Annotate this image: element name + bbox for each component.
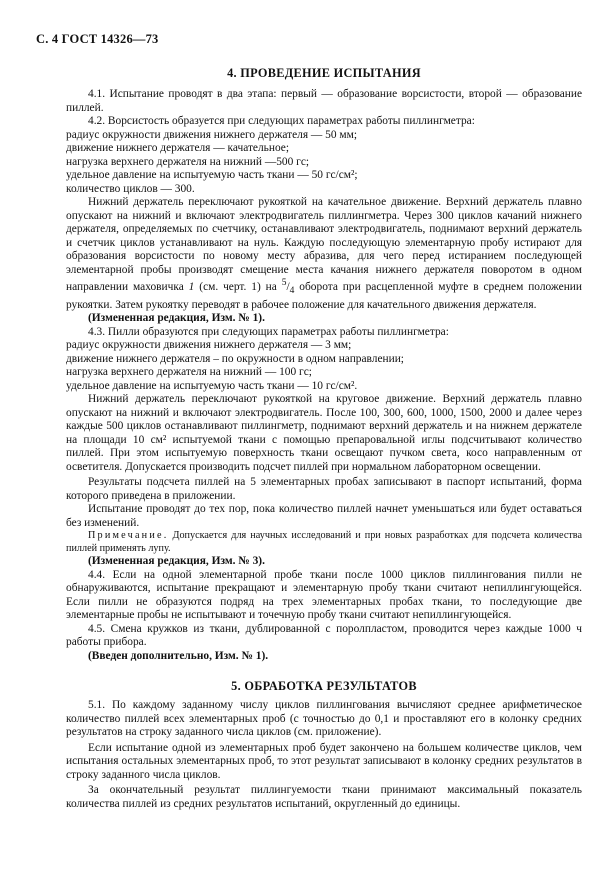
param-line: нагрузка верхнего держателя на нижний —500 гс; bbox=[66, 155, 310, 168]
clause-4-2-body-c: оборота при расцепленной муфте в среднем положении рукоятки. Затем рукоятку переводят в рабочее положение для качательного движения держателя. bbox=[66, 280, 582, 311]
clause-5-1: 5.1. По каждому заданному числу циклов пиллингования вычисляют среднее арифметическое количество пиллей всех элементарных проб (с точностью до 0,1 и проставляют его в колонку средних результатов на строку заданного числа циклов (см. приложение). bbox=[66, 699, 582, 739]
fraction-denominator: 4 bbox=[289, 286, 295, 297]
clause-4-2-intro: 4.2. Ворсистость образуется при следующих параметрах работы пиллингметра: bbox=[88, 115, 475, 127]
param-line: нагрузка верхнего держателя на нижний — 100 гс; bbox=[66, 366, 312, 379]
edition-note: (Измененная редакция, Изм. № 1). bbox=[88, 312, 265, 325]
clause-4-3-continue: Испытание проводят до тех пор, пока количество пиллей начнет уменьшаться или будет оставаться без изменений. bbox=[66, 503, 582, 529]
clause-4-3-results: Результаты подсчета пиллей на 5 элементарных пробах записывают в паспорт испытаний, форма которого приведена в приложении. bbox=[66, 476, 582, 502]
clause-5-1-b: Если испытание одной из элементарных проб будет закончено на большем количестве циклов, чем испытания остальных элементарных проб, то этот результат записывают в колонку средних результатов в строку заданного числа циклов. bbox=[66, 741, 582, 781]
param-line: удельное давление на испытуемую часть ткани — 50 гс/см²; bbox=[66, 169, 358, 181]
param-line: движение нижнего держателя — качательное; bbox=[66, 142, 290, 154]
clause-4-2-body-a: Нижний держатель переключают рукояткой на качательное движение. Верхний держатель плавно опускают на нижний и включают электродвигатель пиллингметра. Через 300 циклов качаний нижнего держателя, определяемых по счетчику, останавливают электродвигатель, поднимают верхний держатель и счетчик циклов устанавливают на нуль. Каждую последующую элементарную пробу истирают для образования ворсистости по новому месту абразива, для чего перед истиранием последующей элементарной пробы производят смещение места качания нижнего держателя поворотом в одном направлении маховичка bbox=[66, 196, 582, 293]
param-line: радиус окружности движения нижнего держателя — 3 мм; bbox=[66, 339, 352, 352]
edition-note: (Измененная редакция, Изм. № 3). bbox=[88, 555, 265, 568]
drawing-ref: 1 bbox=[188, 280, 195, 293]
clause-4-5: 4.5. Смена кружков из ткани, дублированной с поролпластом, проводится через каждые 1000 ч работы прибора. bbox=[66, 622, 582, 649]
param-line: количество циклов — 300. bbox=[66, 182, 195, 195]
section-5-title: 5. ОБРАБОТКА РЕЗУЛЬТАТОВ bbox=[231, 679, 417, 694]
clause-4-1: 4.1. Испытание проводят в два этапа: первый — образование ворсистости, второй — образование пиллей. bbox=[66, 88, 582, 114]
clause-4-2-body-b: (см. черт. 1) на bbox=[194, 280, 282, 293]
clause-4-4: 4.4. Если на одной элементарной пробе ткани после 1000 циклов пиллингования пилли не обнаруживаются, испытание прекращают и элементарную пробу ткани считают непиллингующейся. Если пилли не образуются подряд на трех элементарных пробах ткани, то последующие две элементарные пробы не испытывают и точечную пробу ткани считают непиллингующейся. bbox=[66, 568, 582, 622]
param-line: радиус окружности движения нижнего держателя — 50 мм; bbox=[66, 128, 357, 141]
param-line: движение нижнего держателя – по окружности в одном направлении; bbox=[66, 352, 404, 365]
clause-4-3-intro: 4.3. Пилли образуются при следующих параметрах работы пиллингметра: bbox=[88, 325, 449, 338]
fraction-numerator: 5 bbox=[281, 278, 287, 288]
param-line: удельное давление на испытуемую часть ткани — 10 гс/см². bbox=[66, 379, 358, 392]
edition-note: (Введен дополнительно, Изм. № 1). bbox=[88, 649, 269, 662]
clause-4-3-body: Нижний держатель переключают рукояткой на круговое движение. Верхний держатель плавно опускают на нижний и включают электродвигатель. После 100, 300, 600, 1000, 1500, 2000 и далее через каждые 500 циклов останавливают пиллингметр, поднимают верхний держатель и на нижнем держателе на площади 10 см² испытуемой ткани с помощью препаровальной иглы подсчитывают количество пиллей. При этом испытуемую поверхность ткани освещают пучком света, косо направленным от осветителя. Допускается производить подсчет пиллей при нормальном лабораторном освещении. bbox=[66, 393, 582, 473]
page-header: С. 4 ГОСТ 14326—73 bbox=[36, 32, 159, 46]
clause-4-2-body: Нижний держатель переключают рукояткой на качательное движение. Верхний держатель плавно опускают на нижний и включают электродвигатель пиллингметра. Через 300 циклов качаний нижнего держателя, определяемых по счетчику, останавливают электродвигатель, поднимают верхний держатель и счетчик циклов устанавливают на нуль. Каждую последующую элементарную пробу истирают для образования ворсистости по новому месту абразива, для чего перед истиранием последующей элементарной пробы производят смещение места качания нижнего держателя поворотом в одном направлении маховичка 1 (см. черт. 1) на $^5/_4$ оборота при расцепленной муфте в среднем положении рукоятки. Затем рукоятку переводят в рабочее положение для качательного движения держателя. bbox=[66, 196, 582, 311]
clause-5-1-c: За окончательный результат пиллингуемости ткани принимают максимальный показатель количества пиллей из средних результатов испытаний, округленный до единицы. bbox=[66, 784, 582, 810]
note-label: Примечание. bbox=[88, 530, 169, 542]
section-4-title: 4. ПРОВЕДЕНИЕ ИСПЫТАНИЯ bbox=[227, 66, 421, 80]
note bbox=[66, 530, 582, 555]
text-column bbox=[66, 66, 582, 811]
note-text: Допускается для научных исследований и при новых разработках для подсчета количества пиллей применять лупу. bbox=[66, 530, 582, 554]
